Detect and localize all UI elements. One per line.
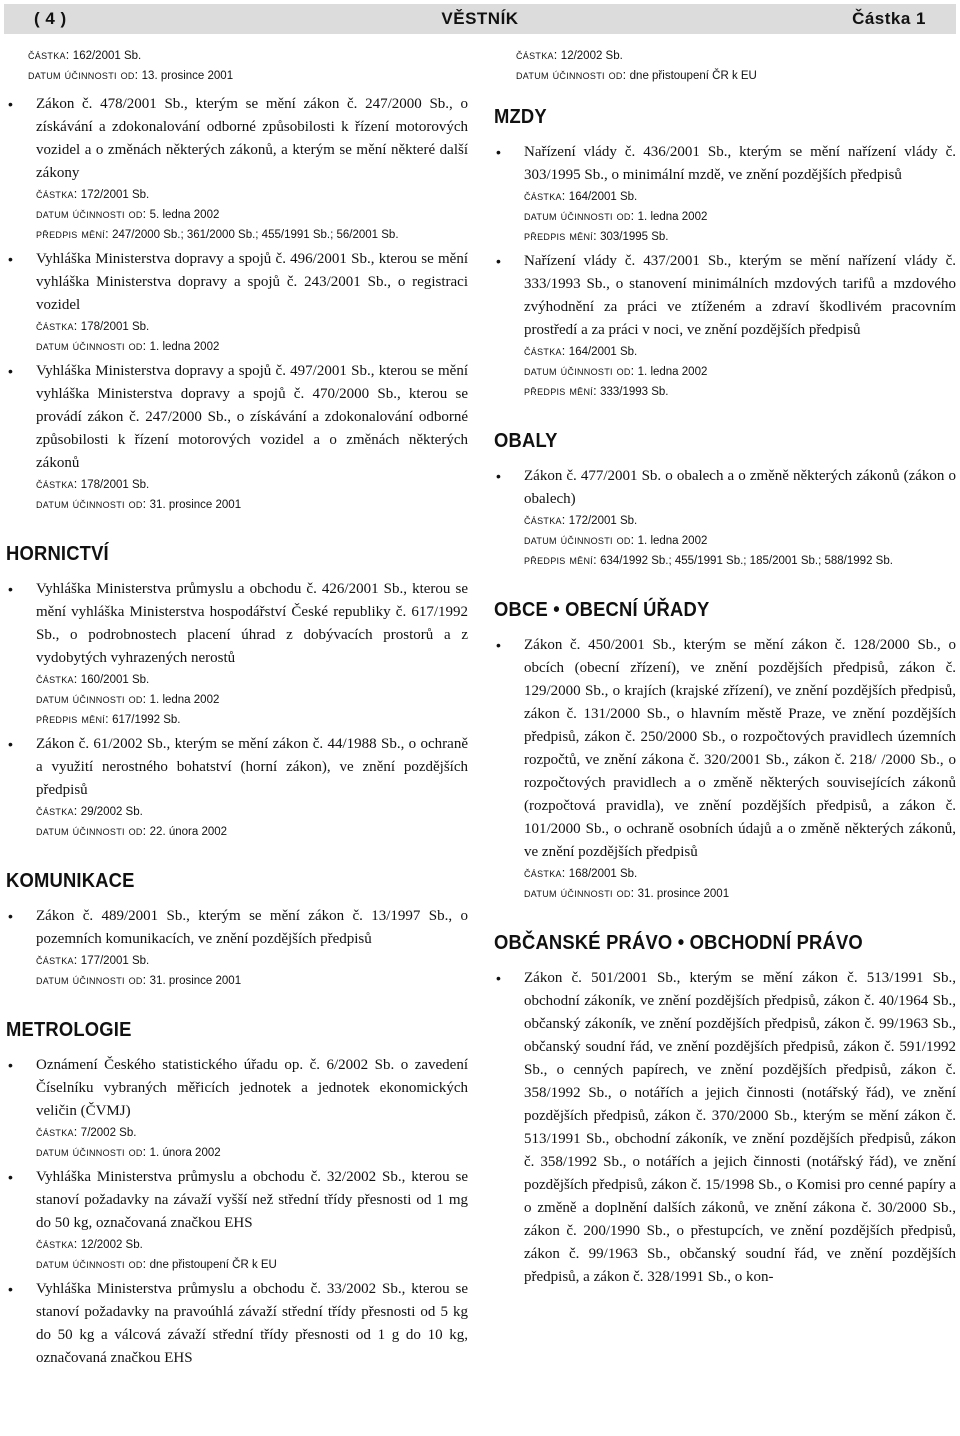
meta-castka: částka: 172/2001 Sb. [524, 513, 638, 527]
meta-predpis: předpis mění: 303/1995 Sb. [524, 229, 669, 243]
list-item: • Vyhláška Ministerstva průmyslu a obchodu č. 426/2001 Sb., kterou se mění vyhláška Ministerstva hospodářství České republiky č. 617/1992 Sb., o podrobnostech placení úhrad z dobývacích prostorů a z vydobytých vyhrazených nerostů [6, 578, 468, 670]
section-heading: KOMUNIKACE [6, 870, 135, 892]
part-number: Částka 1 [852, 9, 926, 28]
section-heading: HORNICTVÍ [6, 543, 109, 565]
meta-castka: částka: 29/2002 Sb. [36, 804, 143, 818]
list-item: • Vyhláška Ministerstva dopravy a spojů č. 497/2001 Sb., kterou se mění vyhláška Ministerstva dopravy a spojů č. 470/2000 Sb., kterou se provádí zákon č. 247/2000 Sb., o získávání a zdokonalování odborné způsobilosti k řízení motorových vozidel a o změnách některých zákonů [6, 360, 468, 475]
section-heading: METROLOGIE [6, 1019, 132, 1041]
meta-predpis: předpis mění: 634/1992 Sb.; 455/1991 Sb.; 185/2001 Sb.; 588/1992 Sb. [524, 553, 893, 567]
meta-castka: částka: 162/2001 Sb. [28, 48, 142, 62]
journal-title: VĚSTNÍK [441, 9, 519, 28]
section-heading: OBCE • OBECNÍ ÚŘADY [494, 599, 710, 621]
meta-datum: datum účinnosti od: 31. prosince 2001 [36, 497, 242, 511]
left-column [6, 46, 468, 1370]
meta-datum: datum účinnosti od: 13. prosince 2001 [28, 68, 234, 82]
right-column [494, 46, 956, 1289]
meta-predpis: předpis mění: 333/1993 Sb. [524, 384, 669, 398]
page-header [4, 4, 956, 34]
meta-datum: datum účinnosti od: 1. ledna 2002 [524, 209, 708, 223]
meta-datum: datum účinnosti od: 1. února 2002 [36, 1145, 221, 1159]
meta-castka: částka: 178/2001 Sb. [36, 477, 150, 491]
meta-castka: částka: 160/2001 Sb. [36, 672, 150, 686]
meta-datum: datum účinnosti od: 31. prosince 2001 [524, 886, 730, 900]
section-heading: OBČANSKÉ PRÁVO • OBCHODNÍ PRÁVO [494, 932, 863, 954]
list-item: • Zákon č. 477/2001 Sb. o obalech a o změně některých zákonů (zákon o obalech) [494, 465, 956, 511]
meta-datum: datum účinnosti od: dne přistoupení ČR k EU [36, 1257, 277, 1271]
list-item: • Oznámení Českého statistického úřadu op. č. 6/2002 Sb. o zavedení Číselníku vybraných měřicích jednotek a jednotek ekonomických veličin (ČVMJ) [6, 1054, 468, 1123]
list-item: • Vyhláška Ministerstva dopravy a spojů č. 496/2001 Sb., kterou se mění vyhláška Ministerstva dopravy a spojů č. 243/2001 Sb., o registraci vozidel [6, 248, 468, 317]
meta-datum: datum účinnosti od: 1. ledna 2002 [36, 339, 220, 353]
meta-castka: částka: 177/2001 Sb. [36, 953, 150, 967]
meta-castka: částka: 168/2001 Sb. [524, 866, 638, 880]
list-item: • Vyhláška Ministerstva průmyslu a obchodu č. 32/2002 Sb., kterou se stanoví požadavky na závaží vyšší než střední třídy přesnosti od 1 mg do 50 kg, označovaná značkou EHS [6, 1166, 468, 1235]
page-number: ( 4 ) [34, 9, 67, 28]
section-heading: OBALY [494, 430, 558, 452]
meta-datum: datum účinnosti od: 1. ledna 2002 [36, 692, 220, 706]
list-item: • Zákon č. 501/2001 Sb., kterým se mění zákon č. 513/1991 Sb., obchodní zákoník, ve znění pozdějších předpisů, zákon č. 40/1964 Sb., občanský zákoník, ve znění pozdějších předpisů, zákon č. 99/1963 Sb., občanský soudní řád, ve znění pozdějších předpisů, zákon č. 591/1992 Sb., o cenných papírech, ve znění pozdějších předpisů, zákon č. 358/1992 Sb., o notářích a jejich činnosti (notářský řád), ve znění pozdějších předpisů, zákon č. 370/2000 Sb., kterým se mění zákon č. 513/1991 Sb., obchodní zákoník, ve znění pozdějších předpisů, zákon č. 358/1992 Sb., o notářích a jejich činnosti (notářský řád), ve znění pozdějších předpisů, zákon č. 15/1998 Sb., o Komisi pro cenné papíry a o změně a doplnění dalších zákonů, ve znění zákona č. 30/2000 Sb., zákon č. 200/1990 Sb., o přestupcích, ve znění pozdějších předpisů, zákon č. 99/1963 Sb., občanský soudní řád, ve znění pozdějších předpisů, a zákon č. 328/1991 Sb., o kon- [494, 967, 956, 1289]
meta-datum: datum účinnosti od: 5. ledna 2002 [36, 207, 220, 221]
meta-datum: datum účinnosti od: 22. února 2002 [36, 824, 228, 838]
section-heading: MZDY [494, 106, 547, 128]
meta-castka: částka: 12/2002 Sb. [516, 48, 623, 62]
meta-castka: částka: 178/2001 Sb. [36, 319, 150, 333]
list-item: • Zákon č. 478/2001 Sb., kterým se mění zákon č. 247/2000 Sb., o získávání a zdokonalování odborné způsobilosti k řízení motorových vozidel a o změnách některých zákonů, a kterým se mění některé další zákony [6, 93, 468, 185]
meta-predpis: předpis mění: 617/1992 Sb. [36, 712, 181, 726]
list-item: • Vyhláška Ministerstva průmyslu a obchodu č. 33/2002 Sb., kterou se stanoví požadavky na pravoúhlá závaží střední třídy přesnosti od 5 kg do 50 kg a válcová závaží střední třídy přesnosti od 1 g do 10 kg, označovaná značkou EHS [6, 1278, 468, 1370]
meta-datum: datum účinnosti od: 1. ledna 2002 [524, 364, 708, 378]
meta-castka: částka: 172/2001 Sb. [36, 187, 150, 201]
meta-castka: částka: 164/2001 Sb. [524, 189, 638, 203]
list-item: • Zákon č. 450/2001 Sb., kterým se mění zákon č. 128/2000 Sb., o obcích (obecní zřízení), ve znění pozdějších předpisů, zákon č. 129/2000 Sb., o krajích (krajské zřízení), ve znění pozdějších předpisů, zákon č. 131/2000 Sb., o hlavním městě Praze, ve znění pozdějších předpisů, zákon č. 250/2000 Sb., o rozpočtových pravidlech územních rozpočtů, ve znění zákona č. 320/2001 Sb., zákon č. 218/ /2000 Sb., o rozpočtových pravidlech a o změně některých souvisejících zákonů (rozpočtová pravidla), ve znění pozdějších předpisů, a zákon č. 101/2000 Sb., o ochraně osobních údajů a o změně některých zákonů, ve znění pozdějších předpisů [494, 634, 956, 864]
list-item: • Zákon č. 489/2001 Sb., kterým se mění zákon č. 13/1997 Sb., o pozemních komunikacích, ve znění pozdějších předpisů [6, 905, 468, 951]
meta-castka: částka: 164/2001 Sb. [524, 344, 638, 358]
list-item: • Nařízení vlády č. 436/2001 Sb., kterým se mění nařízení vlády č. 303/1995 Sb., o minimální mzdě, ve znění pozdějších předpisů [494, 141, 956, 187]
meta-castka: částka: 7/2002 Sb. [36, 1125, 137, 1139]
meta-castka: částka: 12/2002 Sb. [36, 1237, 143, 1251]
meta-datum: datum účinnosti od: dne přistoupení ČR k EU [516, 68, 757, 82]
list-item: • Zákon č. 61/2002 Sb., kterým se mění zákon č. 44/1988 Sb., o ochraně a využití nerostného bohatství (horní zákon), ve znění pozdějších předpisů [6, 733, 468, 802]
meta-datum: datum účinnosti od: 31. prosince 2001 [36, 973, 242, 987]
meta-predpis: předpis mění: 247/2000 Sb.; 361/2000 Sb.; 455/1991 Sb.; 56/2001 Sb. [36, 227, 399, 241]
list-item: • Nařízení vlády č. 437/2001 Sb., kterým se mění nařízení vlády č. 333/1993 Sb., o stanovení minimálních mzdových tarifů a mzdového zvýhodnění za práci ve ztíženém a zdraví škodlivém pracovním prostředí a za práci v noci, ve znění pozdějších předpisů [494, 250, 956, 342]
meta-datum: datum účinnosti od: 1. ledna 2002 [524, 533, 708, 547]
